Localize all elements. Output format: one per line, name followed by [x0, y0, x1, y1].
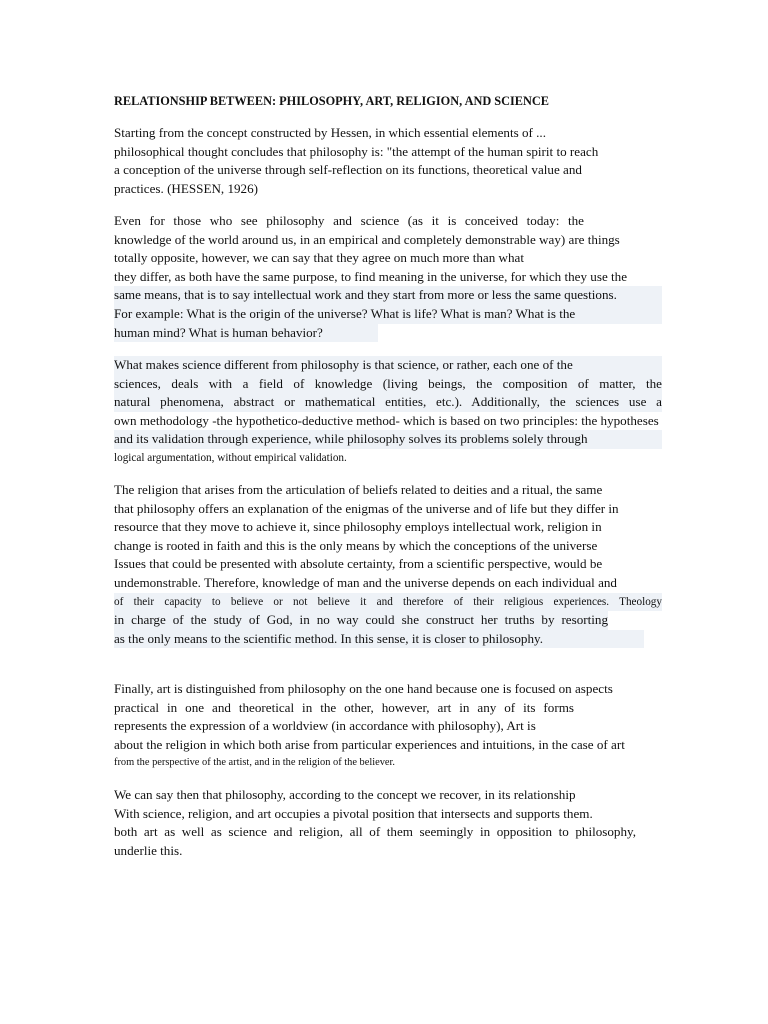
paragraph-line: Even for those who see philosophy and science (as it is conceived today: the: [114, 213, 584, 228]
paragraph-line: Issues that could be presented with absolute certainty, from a scientific perspective, would be: [114, 556, 603, 572]
paragraph-line: in charge of the study of God, in no way could she construct her truths by resorting: [114, 611, 608, 630]
paragraph-line: What makes science different from philosophy is that science, or rather, each one of the: [114, 356, 662, 375]
paragraph-line: represents the expression of a worldview (in accordance with philosophy), Art is: [114, 718, 536, 734]
paragraph-art: [114, 680, 646, 773]
paragraph-line: philosophical thought concludes that philosophy is: "the attempt of the human spirit to reach: [114, 143, 599, 159]
paragraph-line: Starting from the concept constructed by Hessen, in which essential elements of ...: [114, 125, 546, 140]
paragraph-line: For example: What is the origin of the universe? What is life? What is man? What is the: [114, 305, 662, 324]
paragraph-line: The religion that arises from the articulation of beliefs related to deities and a ritual, the same: [114, 482, 603, 497]
paragraph-hessen-concept: [114, 124, 654, 198]
document-title: RELATIONSHIP BETWEEN: PHILOSOPHY, ART, RELIGION, AND SCIENCE: [114, 94, 549, 108]
paragraph-line: about the religion in which both arise from particular experiences and intuitions, in the case of art: [114, 736, 625, 752]
paragraph-line: knowledge of the world around us, in an empirical and completely demonstrable way) are things: [114, 231, 620, 247]
paragraph-line: We can say then that philosophy, according to the concept we recover, in its relationship: [114, 787, 576, 802]
paragraph-line: both art as well as science and religion, all of them seemingly in opposition to philosophy,: [114, 824, 636, 840]
paragraph-line: practical in one and theoretical in the other, however, art in any of its forms: [114, 699, 574, 715]
paragraph-line: practices. (HESSEN, 1926): [114, 180, 258, 196]
paragraph-line: sciences, deals with a field of knowledge (living beings, the composition of matter, the: [114, 375, 662, 394]
paragraph-line: as the only means to the scientific method. In this sense, it is closer to philosophy.: [114, 630, 644, 649]
paragraph-line: natural phenomena, abstract or mathematical entities, etc.). Additionally, the sciences use a: [114, 393, 662, 412]
paragraph-line: and its validation through experience, while philosophy solves its problems solely through: [114, 430, 662, 449]
paragraph-science-difference: [114, 356, 662, 468]
paragraph-line: of their capacity to believe or not believe it and therefore of their religious experiences. Theology: [114, 593, 662, 612]
paragraph-line: With science, religion, and art occupies a pivotal position that intersects and supports them.: [114, 805, 593, 821]
paragraph-line: own methodology -the hypothetico-deductive method- which is based on two principles: the hypotheses: [114, 412, 659, 428]
paragraph-line: same means, that is to say intellectual work and they start from more or less the same questions.: [114, 286, 662, 305]
paragraph-line: human mind? What is human behavior?: [114, 324, 378, 343]
paragraph-line: they differ, as both have the same purpose, to find meaning in the universe, for which they use the: [114, 268, 628, 284]
paragraph-line: resource that they move to achieve it, since philosophy employs intellectual work, religion in: [114, 519, 602, 535]
paragraph-conclusion: [114, 786, 636, 860]
paragraph-line: a conception of the universe through self-reflection on its functions, theoretical value and: [114, 162, 582, 178]
paragraph-line: change is rooted in faith and this is the only means by which the conceptions of the universe: [114, 537, 598, 553]
paragraph-line: that philosophy offers an explanation of the enigmas of the universe and of life but they differ in: [114, 500, 619, 516]
paragraph-line: Finally, art is distinguished from philosophy on the one hand because one is focused on aspects: [114, 681, 613, 696]
paragraph-line: logical argumentation, without empirical validation.: [114, 451, 347, 464]
paragraph-line: from the perspective of the artist, and in the religion of the believer.: [114, 757, 396, 769]
paragraph-philosophy-science: [114, 212, 662, 342]
paragraph-line: totally opposite, however, we can say that they agree on much more than what: [114, 250, 524, 266]
paragraph-religion: [114, 481, 662, 648]
paragraph-line: underlie this.: [114, 842, 183, 858]
paragraph-line: undemonstrable. Therefore, knowledge of man and the universe depends on each individual and: [114, 574, 617, 590]
